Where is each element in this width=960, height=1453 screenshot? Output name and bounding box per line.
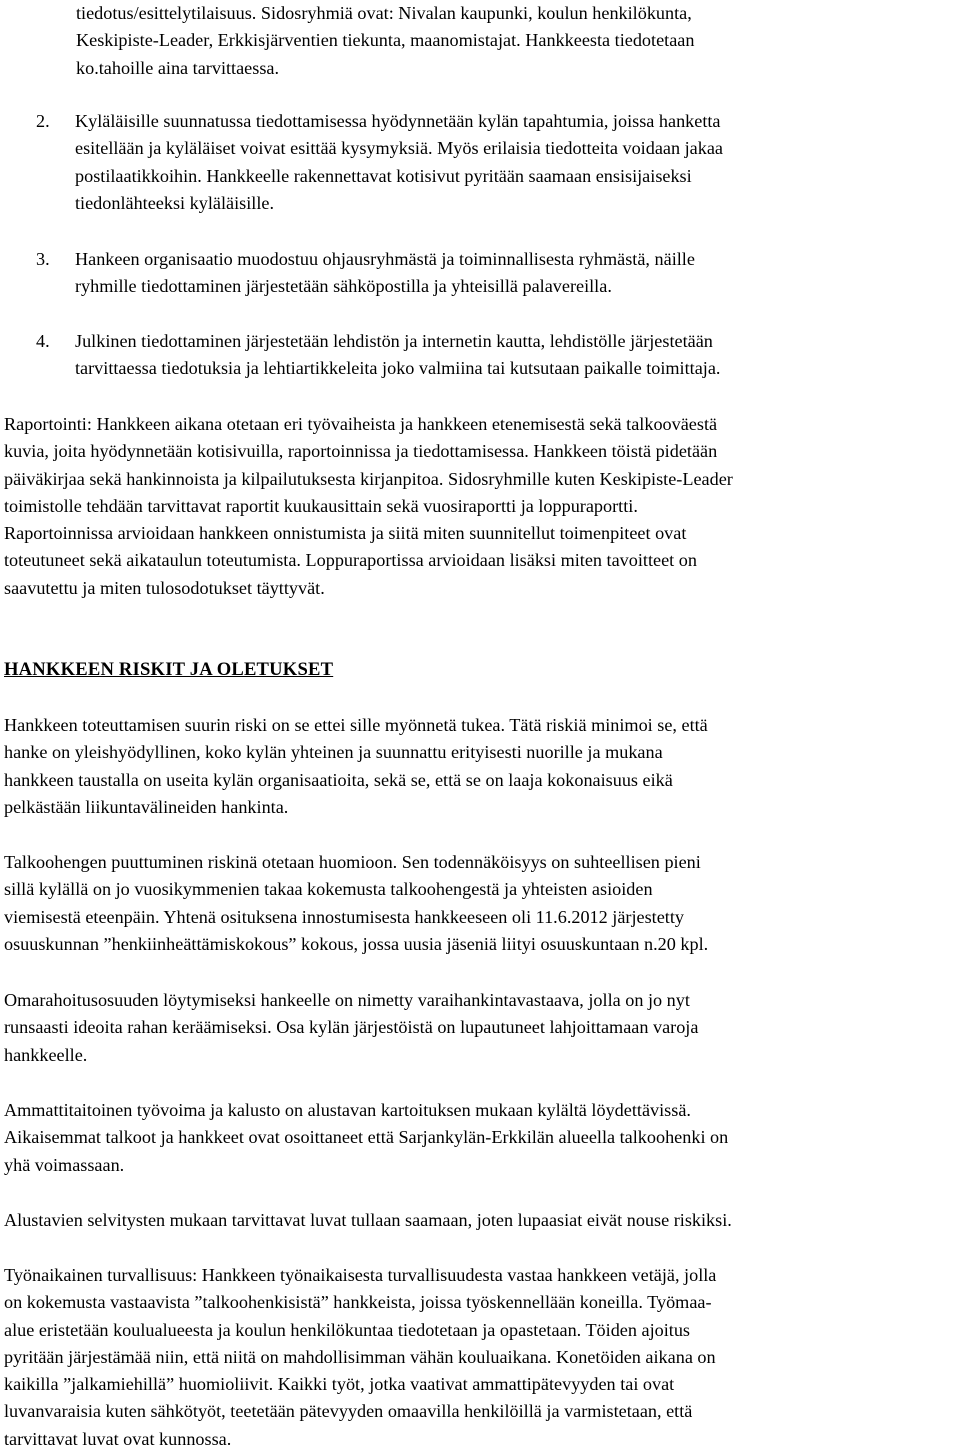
risk-paragraph <box>4 712 960 821</box>
text-line: hankkeen taustalla on useita kylän organisaatioita, sekä se, että se on laaja kokonaisuus eikä <box>4 769 673 790</box>
text-line: Raportoinnissa arvioidaan hankkeen onnistumista ja siitä miten suunnitellut toimenpiteet ovat <box>4 523 687 544</box>
text-line: osuuskunnan ”henkiinheättämiskokous” kokous, jossa uusia jäseniä liityi osuuskuntaan n.20 kpl. <box>4 933 709 954</box>
list-item-text <box>75 108 723 217</box>
list-item-number: 2. <box>36 111 50 131</box>
risk-paragraph <box>4 1097 960 1179</box>
risk-paragraph <box>4 987 960 1069</box>
text-line: ryhmille tiedottaminen järjestetään sähköpostilla ja yhteisillä palavereilla. <box>75 276 612 297</box>
text-line: tiedonlähteeksi kyläläisille. <box>75 192 274 213</box>
text-line: toteutuneet sekä aikataulun toteutumista. Loppuraportissa arvioidaan lisäksi miten tavoitteet on <box>4 550 697 571</box>
text-line: toimistolle tehdään tarvittavat raportit kuukausittain sekä vuosiraportti ja loppuraportti. <box>4 495 638 516</box>
text-line: tarvittaessa tiedotuksia ja lehtiartikkeleita joko valmiina tai kutsutaan paikalle toimittaja. <box>75 358 721 379</box>
text-line: on kokemusta vastaavista ”talkoohenkisistä” hankkeista, joissa työskennellään koneilla. Työmaa- <box>4 1292 712 1313</box>
text-line: luvanvaraisia kuten sähkötyöt, teetetään pätevyyden omaavilla henkilöillä ja varmistetaan, että <box>4 1401 693 1422</box>
text-line: Aikaisemmat talkoot ja hankkeet ovat osoittaneet että Sarjankylän-Erkkilän alueella talkoohenki on <box>4 1127 729 1148</box>
text-line: tarvittavat luvat ovat kunnossa. <box>4 1428 232 1449</box>
text-line: sillä kylällä on jo vuosikymmenien takaa kokemusta talkoohengestä ja yhteisten asioiden <box>4 879 653 900</box>
list-item-number: 3. <box>36 249 50 269</box>
text-line: pelkästään liikuntavälineiden hankinta. <box>4 796 289 817</box>
text-line: saavutettu ja miten tulosodotukset täyttyvät. <box>4 577 325 598</box>
risk-paragraph <box>4 1262 960 1453</box>
text-line: kuvia, joita hyödynnetään kotisivuilla, raportoinnissa ja tiedottamisessa. Hankkeen töistä pidetään <box>4 441 718 462</box>
text-line: Talkoohengen puuttuminen riskinä otetaan huomioon. Sen todennäköisyys on suhteellisen pieni <box>4 852 701 872</box>
text-line: esitellään ja kyläläiset voivat esittää kysymyksiä. Myös erilaisia tiedotteita voidaan jakaa <box>75 138 723 159</box>
section-heading: HANKKEEN RISKIT JA OLETUKSET <box>4 659 334 680</box>
text-line: yhä voimassaan. <box>4 1154 125 1175</box>
risk-paragraph <box>4 849 960 958</box>
text-line: Alustavien selvitysten mukaan tarvittavat luvat tullaan saamaan, joten lupaasiat eivät nouse riskiksi. <box>4 1210 732 1230</box>
text-line: Hankkeen toteuttamisen suurin riski on se ettei sille myönnetä tukea. Tätä riskiä minimoi se, että <box>4 715 708 735</box>
text-line: ko.tahoille aina tarvittaessa. <box>76 57 280 78</box>
list-item-number: 4. <box>36 331 50 351</box>
intro-paragraph <box>76 0 960 82</box>
text-line: postilaatikkoihin. Hankkeelle rakennettavat kotisivut pyritään saamaan ensisijaiseksi <box>75 165 692 186</box>
text-line: tiedotus/esittelytilaisuus. Sidosryhmiä ovat: Nivalan kaupunki, koulun henkilökunta, <box>76 3 692 23</box>
text-line: Hankeen organisaatio muodostuu ohjausryhmästä ja toiminnallisesta ryhmästä, näille <box>75 249 695 269</box>
text-line: Raportointi: Hankkeen aikana otetaan eri työvaiheista ja hankkeen etenemisestä sekä talkooväestä <box>4 414 718 434</box>
text-line: hankkeelle. <box>4 1044 88 1065</box>
text-line: runsaasti ideoita rahan keräämiseksi. Osa kylän järjestöistä on lupautuneet lahjoittamaan varoja <box>4 1017 699 1038</box>
reporting-paragraph <box>4 411 960 602</box>
text-line: Keskipiste-Leader, Erkkisjärventien tiekunta, maanomistajat. Hankkeesta tiedotetaan <box>76 30 695 51</box>
text-line: päiväkirjaa sekä hankinnoista ja kilpailutuksesta kirjanpitoa. Sidosryhmille kuten Keskipiste-Leader <box>4 468 733 489</box>
text-line: Työnaikainen turvallisuus: Hankkeen työnaikaisesta turvallisuudesta vastaa hankkeen vetäjä, jolla <box>4 1265 717 1285</box>
list-item-text <box>75 246 695 301</box>
text-line: alue eristetään koulualueesta ja koulun henkilökuntaa tiedotetaan ja opastetaan. Töiden ajoitus <box>4 1319 691 1340</box>
text-line: Kyläläisille suunnatussa tiedottamisessa hyödynnetään kylän tapahtumia, joissa hanketta <box>75 111 721 131</box>
text-line: viemisestä eteenpäin. Yhtenä osituksena innostumisesta hankkeeseen oli 11.6.2012 järjestetty <box>4 906 685 927</box>
text-line: Ammattitaitoinen työvoima ja kalusto on alustavan kartoituksen mukaan kylältä löydettävissä. <box>4 1100 691 1120</box>
text-line: Julkinen tiedottaminen järjestetään lehdistön ja internetin kautta, lehdistölle järjestetään <box>75 331 713 351</box>
list-item-text <box>75 328 720 383</box>
text-line: pyritään järjestämää niin, että niitä on mahdollisimman vähän kouluaikana. Konetöiden aikana on <box>4 1346 716 1367</box>
risk-paragraph <box>4 1207 960 1234</box>
text-line: hanke on yleishyödyllinen, koko kylän yhteinen ja suunnattu erityisesti nuorille ja mukana <box>4 742 663 763</box>
text-line: kaikilla ”jalkamiehillä” huomioliivit. Kaikki työt, jotka vaativat ammattipätevyyden tai ovat <box>4 1374 675 1395</box>
text-line: Omarahoitusosuuden löytymiseksi hankeelle on nimetty varaihankintavastaava, jolla on jo nyt <box>4 990 690 1010</box>
